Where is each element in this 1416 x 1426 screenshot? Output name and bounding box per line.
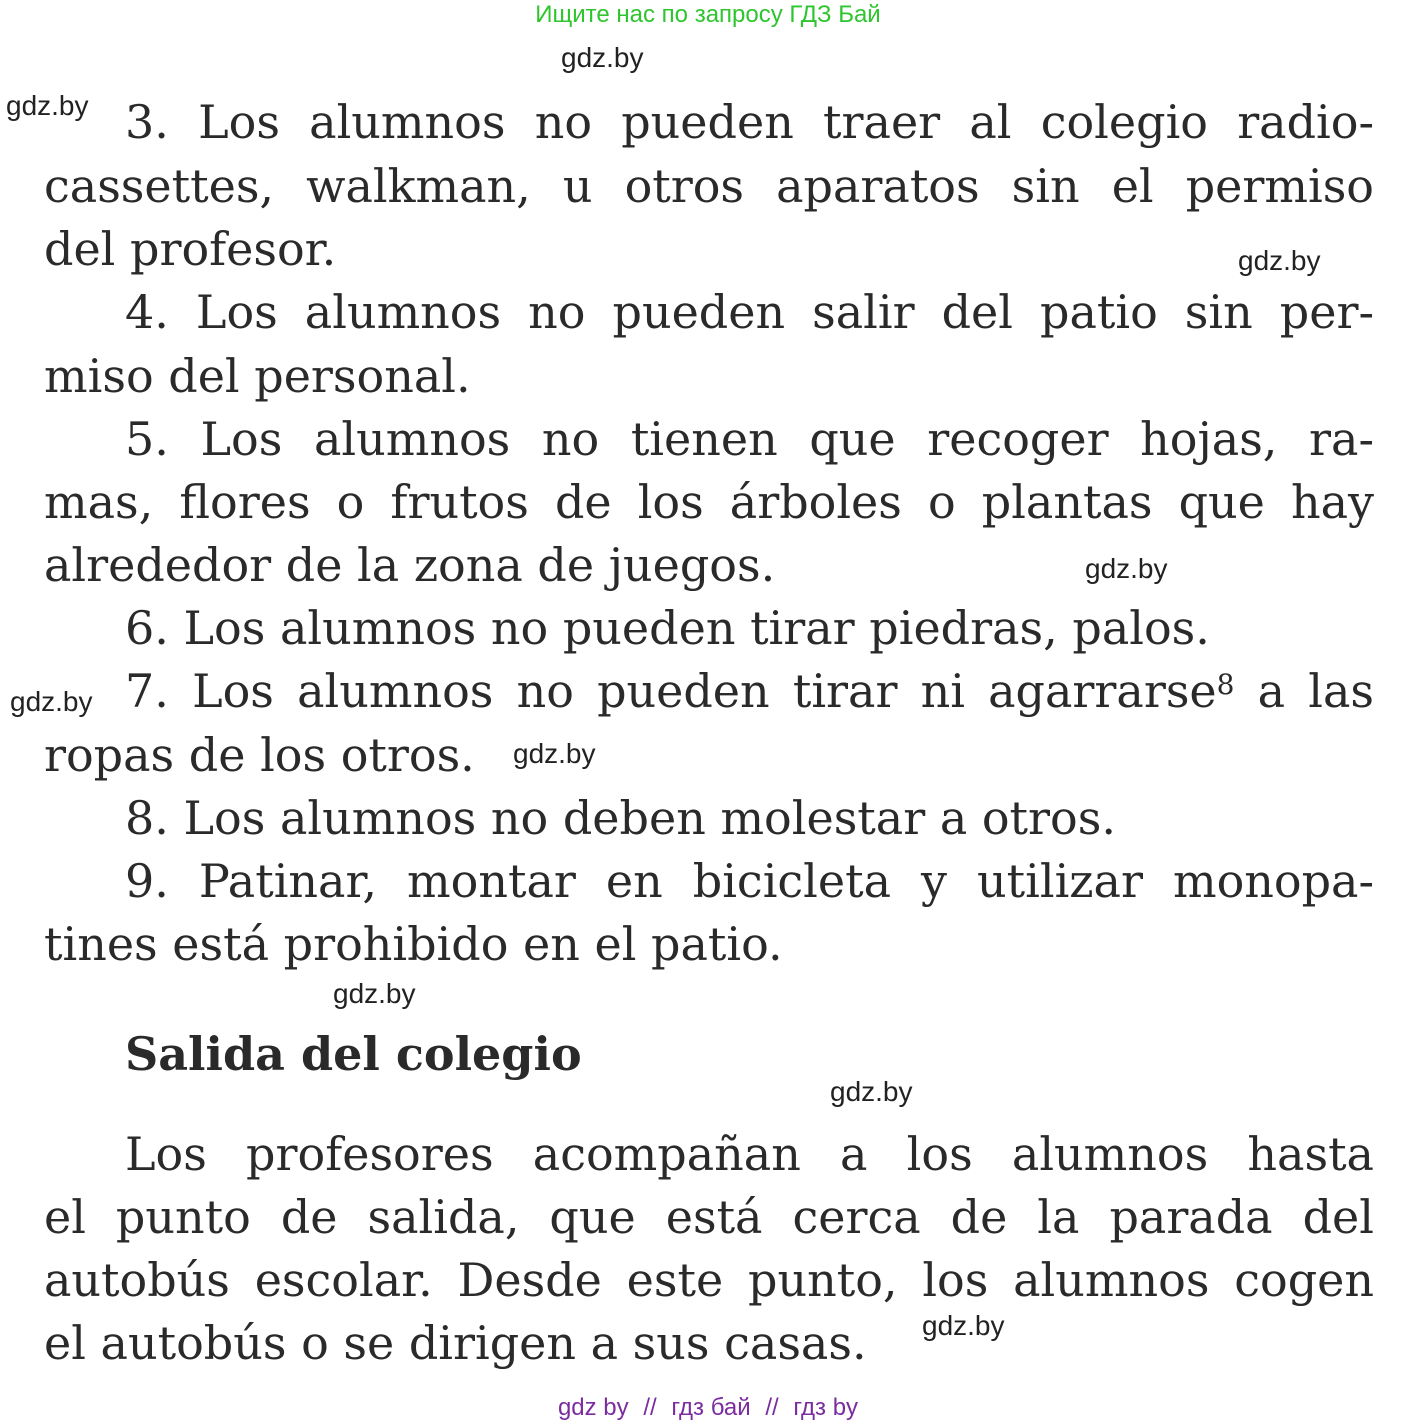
watermark: gdz.by: [1238, 245, 1321, 276]
rule-3-line-2: cassettes, walkman, u otros aparatos sin el permiso: [44, 159, 1374, 213]
rule-7-text: [125, 664, 1234, 718]
watermark: gdz.by: [561, 42, 644, 73]
paragraph-line-1: Los profesores acompañan a los alumnos hasta: [125, 1127, 1374, 1181]
rule-5-line-3: alrededor de la zona de juegos.: [44, 538, 776, 592]
rule-7-line-2: ropas de los otros.: [44, 728, 475, 782]
rule-4-line-1: 4. Los alumnos no pueden salir del patio sin per-: [125, 285, 1374, 339]
watermark: gdz.by: [830, 1076, 913, 1107]
footer-link-gdz-by[interactable]: gdz by: [557, 1394, 629, 1421]
rule-3-line-1: 3. Los alumnos no pueden traer al colegio radio-: [125, 95, 1374, 149]
rule-4-line-2: miso del personal.: [44, 349, 471, 403]
watermark: gdz.by: [333, 978, 416, 1009]
footer-link-gdz-bai[interactable]: гдз бай: [671, 1394, 751, 1421]
paragraph-line-2: el punto de salida, que está cerca de la parada del: [44, 1190, 1374, 1244]
rule-9-line-2: tines está prohibido en el patio.: [44, 917, 783, 971]
rule-5-line-1: 5. Los alumnos no tienen que recoger hojas, ra-: [125, 412, 1374, 466]
top-banner[interactable]: Ищите нас по запросу ГДЗ Бай: [535, 1, 881, 28]
watermark: gdz.by: [6, 90, 89, 121]
rule-7-line-1: [125, 663, 1374, 719]
watermark: gdz.by: [1085, 553, 1168, 584]
watermark: gdz.by: [10, 686, 93, 717]
footer-links: [0, 1393, 1416, 1423]
rule-3-line-3: del profesor.: [44, 222, 337, 276]
rule-8-line-1: 8. Los alumnos no deben molestar a otros.: [125, 791, 1116, 845]
rule-7-text-main: 7. Los alumnos no pueden tirar ni agarrarse: [125, 664, 1217, 718]
paragraph-line-4: el autobús o se dirigen a sus casas.: [44, 1316, 867, 1370]
rule-5-line-2: mas, flores o frutos de los árboles o plantas que hay: [44, 475, 1374, 529]
watermark: gdz.by: [513, 738, 596, 769]
footnote-marker: 8: [1216, 668, 1235, 701]
rule-7-text-tail: a las: [1257, 664, 1375, 718]
footer-separator: //: [643, 1394, 657, 1421]
watermark: gdz.by: [922, 1310, 1005, 1341]
paragraph-line-3: autobús escolar. Desde este punto, los alumnos cogen: [44, 1253, 1374, 1307]
rule-6-line-1: 6. Los alumnos no pueden tirar piedras, palos.: [125, 601, 1210, 655]
rule-9-line-1: 9. Patinar, montar en bicicleta y utilizar monopa-: [125, 854, 1374, 908]
footer-link-gdz-by-cyr[interactable]: гдз by: [793, 1394, 859, 1421]
footer-separator: //: [765, 1394, 779, 1421]
section-title: Salida del colegio: [125, 1027, 582, 1081]
